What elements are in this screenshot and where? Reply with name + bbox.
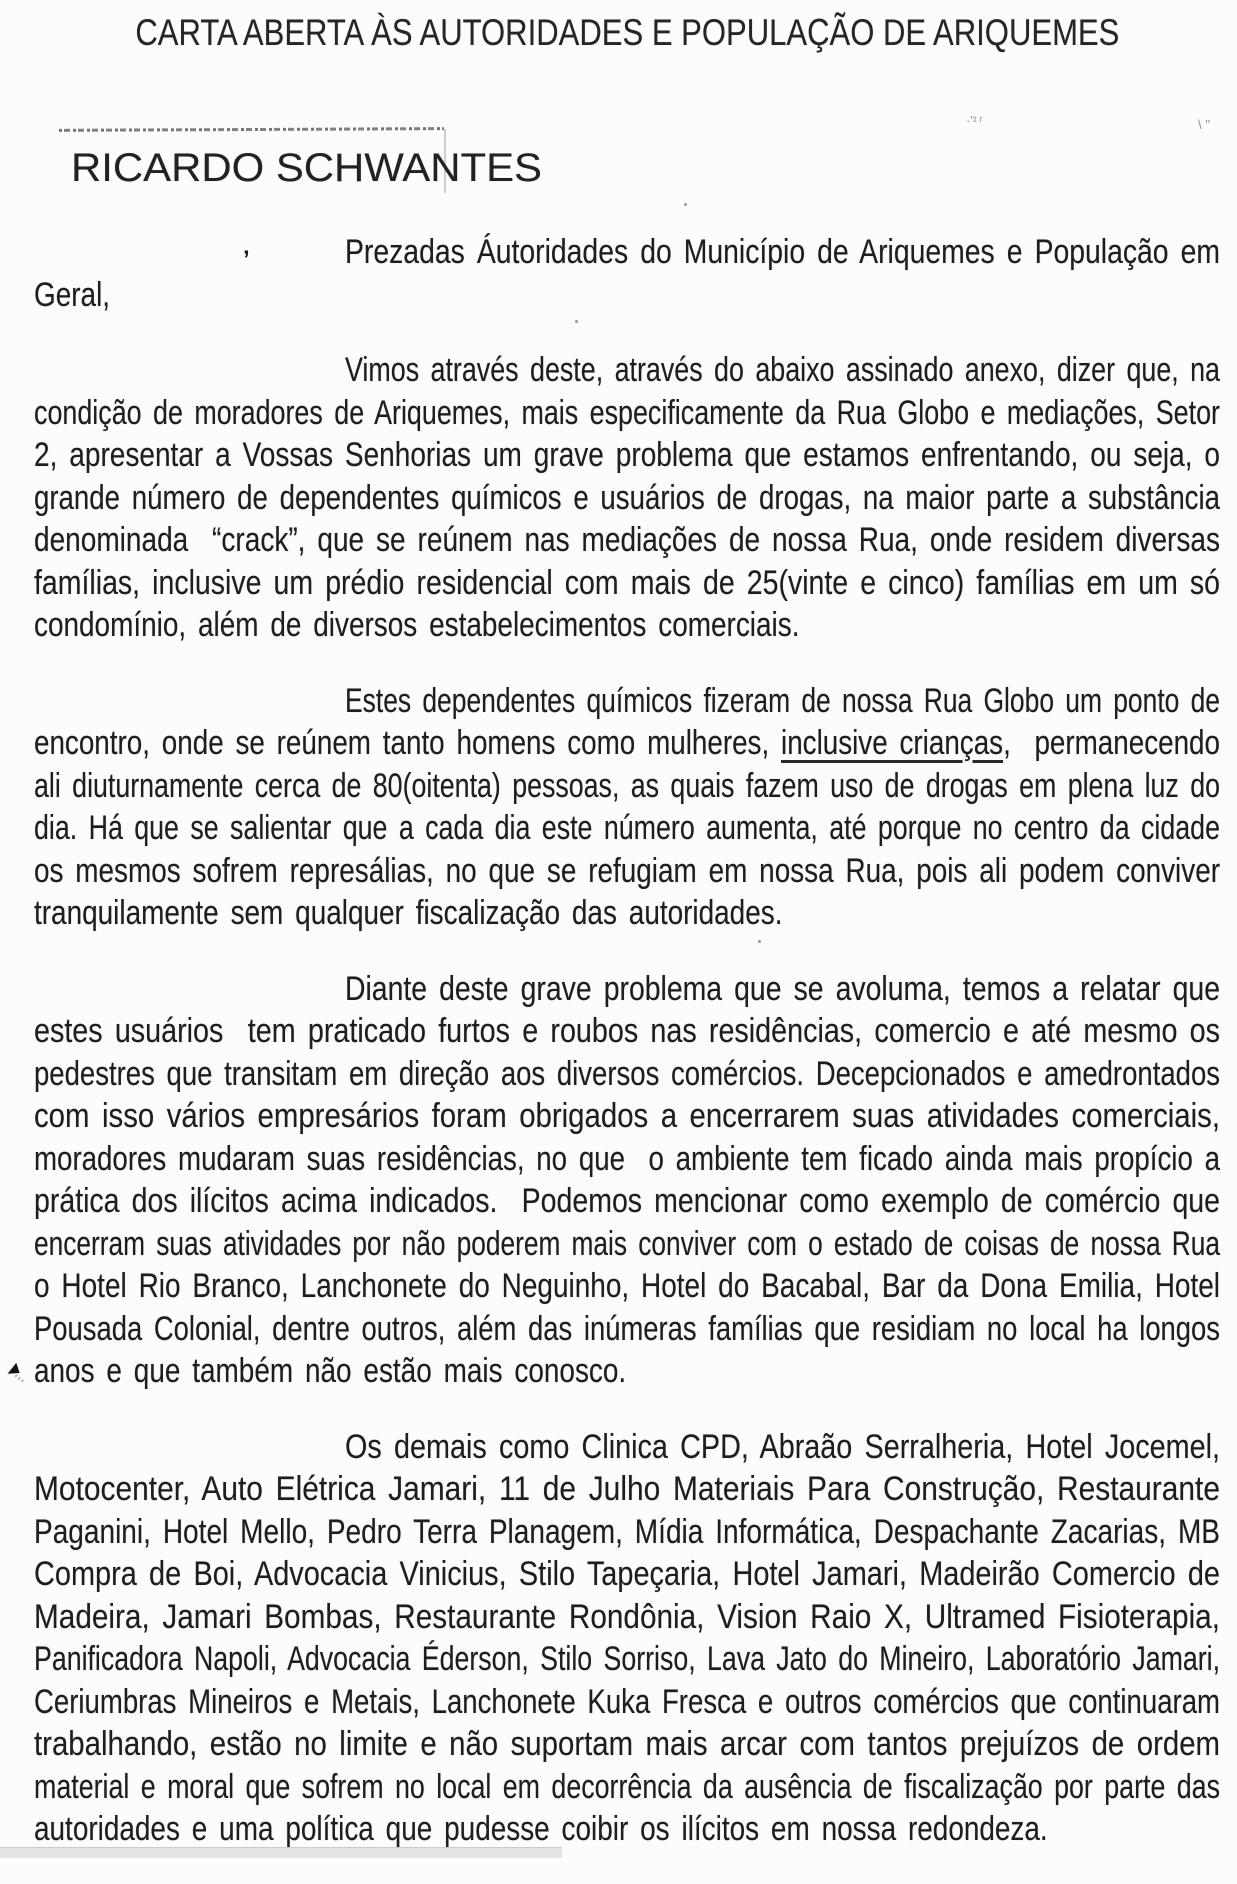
text-line: [34, 1426, 1220, 1469]
text-line: [34, 1138, 1220, 1181]
text-line-content: grande número de dependentes químicos e usuários de drogas, na maior parte a substância: [34, 478, 1220, 517]
text-line-content: estes usuários tem praticado furtos e roubos nas residências, comercio e até mesmo os: [34, 1012, 1220, 1050]
text-line-content: Vimos através deste, através do abaixo assinado anexo, dizer que, na: [345, 351, 1220, 389]
text-line-content: material e moral que sofrem no local em decorrência da ausência de fiscalização por parte das: [34, 1767, 1220, 1806]
text-line-content: Estes dependentes químicos fizeram de nossa Rua Globo um ponto de: [345, 681, 1220, 720]
scan-dashed-line-artifact: [59, 127, 444, 132]
author-name: [71, 146, 542, 190]
text-line: [34, 1681, 1220, 1724]
text-line: [34, 968, 1220, 1011]
text-line-content: condição de moradores de Ariquemes, mais especificamente da Rua Globo e mediações, Setor: [34, 393, 1220, 432]
text-line-content: o Hotel Rio Branco, Lanchonete do Neguinho, Hotel do Bacabal, Bar da Dona Emilia, Hotel: [34, 1267, 1220, 1305]
text-line: [34, 519, 1220, 562]
text-line: [34, 850, 1220, 893]
text-line: [34, 1095, 1220, 1138]
text-line-content: 2, apresentar a Vossas Senhorias um grave problema que estamos enfrentando, ou seja, o: [34, 436, 1220, 474]
text-line-content: prática dos ilícitos acima indicados. Podemos mencionar como exemplo de comércio que: [34, 1182, 1220, 1220]
text-line-content: tranquilamente sem qualquer fiscalização das autoridades.: [34, 894, 783, 932]
text-line-content: moradores mudaram suas residências, no que o ambiente tem ficado ainda mais propício a: [34, 1139, 1220, 1178]
paragraph: [34, 231, 1220, 316]
text-line-content: Motocenter, Auto Elétrica Jamari, 11 de Julho Materiais Para Construção, Restaurante: [34, 1470, 1220, 1508]
paragraph: [34, 680, 1220, 935]
text-line: [34, 1350, 1220, 1393]
text-line-content: Compra de Boi, Advocacia Vinicius, Stilo Tapeçaria, Hotel Jamari, Madeirão Comercio de: [34, 1555, 1220, 1593]
text-line: [34, 1723, 1220, 1766]
document-title: [34, 11, 1220, 55]
text-line: [34, 349, 1220, 392]
text-line: [34, 562, 1220, 605]
text-line-content: autoridades e uma política que pudesse coibir os ilícitos em nossa redondeza.: [34, 1810, 1048, 1848]
text-line-content: condomínio, além de diversos estabelecimentos comerciais.: [34, 606, 800, 644]
paragraph: [34, 1426, 1220, 1851]
text-line: [34, 1265, 1220, 1308]
text-line-content: Madeira, Jamari Bombas, Restaurante Rondônia, Vision Raio X, Ultramed Fisioterapia,: [34, 1597, 1220, 1636]
text-line-content: pedestres que transitam em direção aos diversos comércios. Decepcionados e amedrontados: [34, 1054, 1220, 1093]
text-line: [34, 274, 1220, 317]
text-line-content: encerram suas atividades por não poderem mais conviver com o estado de coisas de nossa Rua: [34, 1224, 1220, 1263]
text-line-content: Pousada Colonial, dentre outros, além das inúmeras famílias que residiam no local ha longos: [34, 1309, 1220, 1348]
text-line: [34, 477, 1220, 520]
author-name-text: RICARDO SCHWANTES: [71, 146, 542, 190]
document-title-text: CARTA ABERTA ÀS AUTORIDADES E POPULAÇÃO DE ARIQUEMES: [135, 12, 1119, 53]
text-line-content: Os demais como Clinica CPD, Abraão Serralheria, Hotel Jocemel,: [345, 1427, 1220, 1466]
text-line: [34, 434, 1220, 477]
text-line: [34, 892, 1220, 935]
text-line: [34, 680, 1220, 723]
text-line: [34, 1180, 1220, 1223]
text-line: [34, 1766, 1220, 1809]
text-line: [34, 765, 1220, 808]
text-line-content: Prezadas Áutoridades do Município de Ariquemes e População em: [345, 233, 1220, 271]
text-line-content: com isso vários empresários foram obrigados a encerrarem suas atividades comerciais,: [34, 1097, 1220, 1135]
text-line: [34, 1053, 1220, 1096]
text-line: [34, 604, 1220, 647]
scan-speck-artifact: \ '': [1198, 117, 1211, 132]
scan-speck-artifact: ’: [243, 246, 250, 273]
text-line: [34, 1511, 1220, 1554]
paragraph: [34, 968, 1220, 1393]
text-line-content: anos e que também não estão mais conosco.: [34, 1352, 627, 1390]
text-line: [34, 1223, 1220, 1266]
underlined-text: inclusive crianças: [781, 724, 1004, 762]
text-line: [34, 1596, 1220, 1639]
cursor-artifact: [8, 1363, 24, 1380]
text-line-content: ali diuturnamente cerca de 80(oitenta) pessoas, as quais fazem uso de drogas em plena luz do: [34, 766, 1220, 805]
text-line: [34, 392, 1220, 435]
text-line-content: Ceriumbras Mineiros e Metais, Lanchonete Kuka Fresca e outros comércios que continuaram: [34, 1682, 1220, 1721]
text-line-content: Diante deste grave problema que se avoluma, temos a relatar que: [345, 969, 1220, 1008]
text-line-content: famílias, inclusive um prédio residencial com mais de 25(vinte e cinco) famílias em um só: [34, 563, 1220, 602]
text-line-content: Paganini, Hotel Mello, Pedro Terra Planagem, Mídia Informática, Despachante Zacarias, MB: [34, 1512, 1220, 1551]
text-line-content: encontro, onde se reúnem tanto homens como mulheres, inclusive crianças, permanecendo: [34, 724, 1220, 762]
text-line-content: dia. Há que se salientar que a cada dia este número aumenta, até porque no centro da cidade: [34, 809, 1220, 847]
text-line: [34, 1468, 1220, 1511]
scan-speck-artifact: ·'¹ ʳ: [966, 113, 983, 128]
text-line-content: Panificadora Napoli, Advocacia Éderson, Stilo Sorriso, Lava Jato do Mineiro, Laboratório Jamari,: [34, 1640, 1220, 1678]
text-line-content: denominada “crack”, que se reúnem nas mediações de nossa Rua, onde residem diversas: [34, 521, 1220, 559]
text-line: [34, 1638, 1220, 1681]
text-line: [34, 722, 1220, 765]
text-line: [34, 1010, 1220, 1053]
text-line: [34, 807, 1220, 850]
letter-body: [34, 231, 1220, 1884]
text-line: [34, 231, 1220, 274]
scan-dot-artifact: [684, 203, 687, 206]
text-line-content: os mesmos sofrem represálias, no que se refugiam em nossa Rua, pois ali podem conviver: [34, 851, 1220, 890]
text-line: [34, 1308, 1220, 1351]
text-line-content: trabalhando, estão no limite e não suportam mais arcar com tantos prejuízos de ordem: [34, 1725, 1220, 1763]
text-line: [34, 1553, 1220, 1596]
text-line-content: Geral,: [34, 275, 111, 314]
text-line: [34, 1808, 1220, 1851]
paragraph: [34, 349, 1220, 647]
